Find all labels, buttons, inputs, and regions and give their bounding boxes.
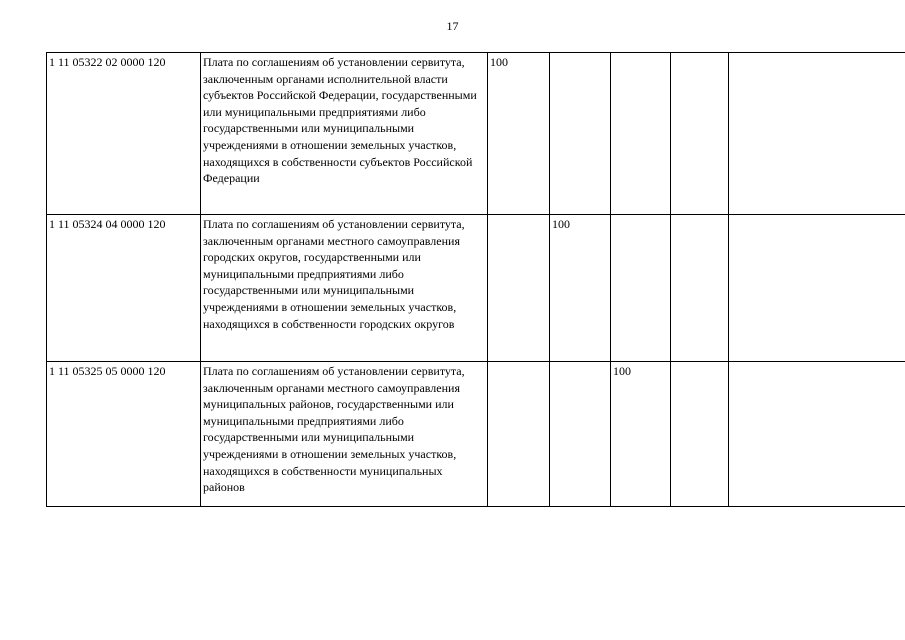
value-cell (488, 215, 550, 362)
value-cell: 100 (488, 53, 550, 215)
value-cell (671, 53, 729, 215)
budget-code-cell: 1 11 05324 04 0000 120 (47, 215, 201, 362)
value-cell (729, 362, 905, 507)
budget-code-cell: 1 11 05322 02 0000 120 (47, 53, 201, 215)
value-cell (550, 53, 611, 215)
value-cell (611, 215, 671, 362)
value-cell (550, 362, 611, 507)
table-row (47, 53, 905, 215)
page-number: 17 (446, 19, 459, 33)
value-cell: 100 (611, 362, 671, 507)
value-cell (488, 362, 550, 507)
description-cell: Плата по соглашениям об установлении сервитута, заключенным органами местного самоуправления муниципальных районов, государственными или муниципальными предприятиями либо государственными или муниципальными учреждениями в отношении земельных участков, находящихся в собственности муниципальных районов (201, 362, 488, 507)
value-cell (611, 53, 671, 215)
table-row (47, 215, 905, 362)
table-row (47, 362, 905, 507)
description-cell: Плата по соглашениям об установлении сервитута, заключенным органами исполнительной власти субъектов Российской Федерации, государственными или муниципальными предприятиями либо государственными или муниципальными учреждениями в отношении земельных участков, находящихся в собственности субъектов Российской Федерации (201, 53, 488, 215)
value-cell (671, 362, 729, 507)
budget-code-cell: 1 11 05325 05 0000 120 (47, 362, 201, 507)
value-cell (671, 215, 729, 362)
budget-revenue-table (46, 52, 905, 507)
value-cell: 100 (550, 215, 611, 362)
value-cell (729, 215, 905, 362)
description-cell: Плата по соглашениям об установлении сервитута, заключенным органами местного самоуправления городских округов, государственными или муниципальными предприятиями либо государственными или муниципальными учреждениями в отношении земельных участков, находящихся в собственности городских округов (201, 215, 488, 362)
value-cell (729, 53, 905, 215)
